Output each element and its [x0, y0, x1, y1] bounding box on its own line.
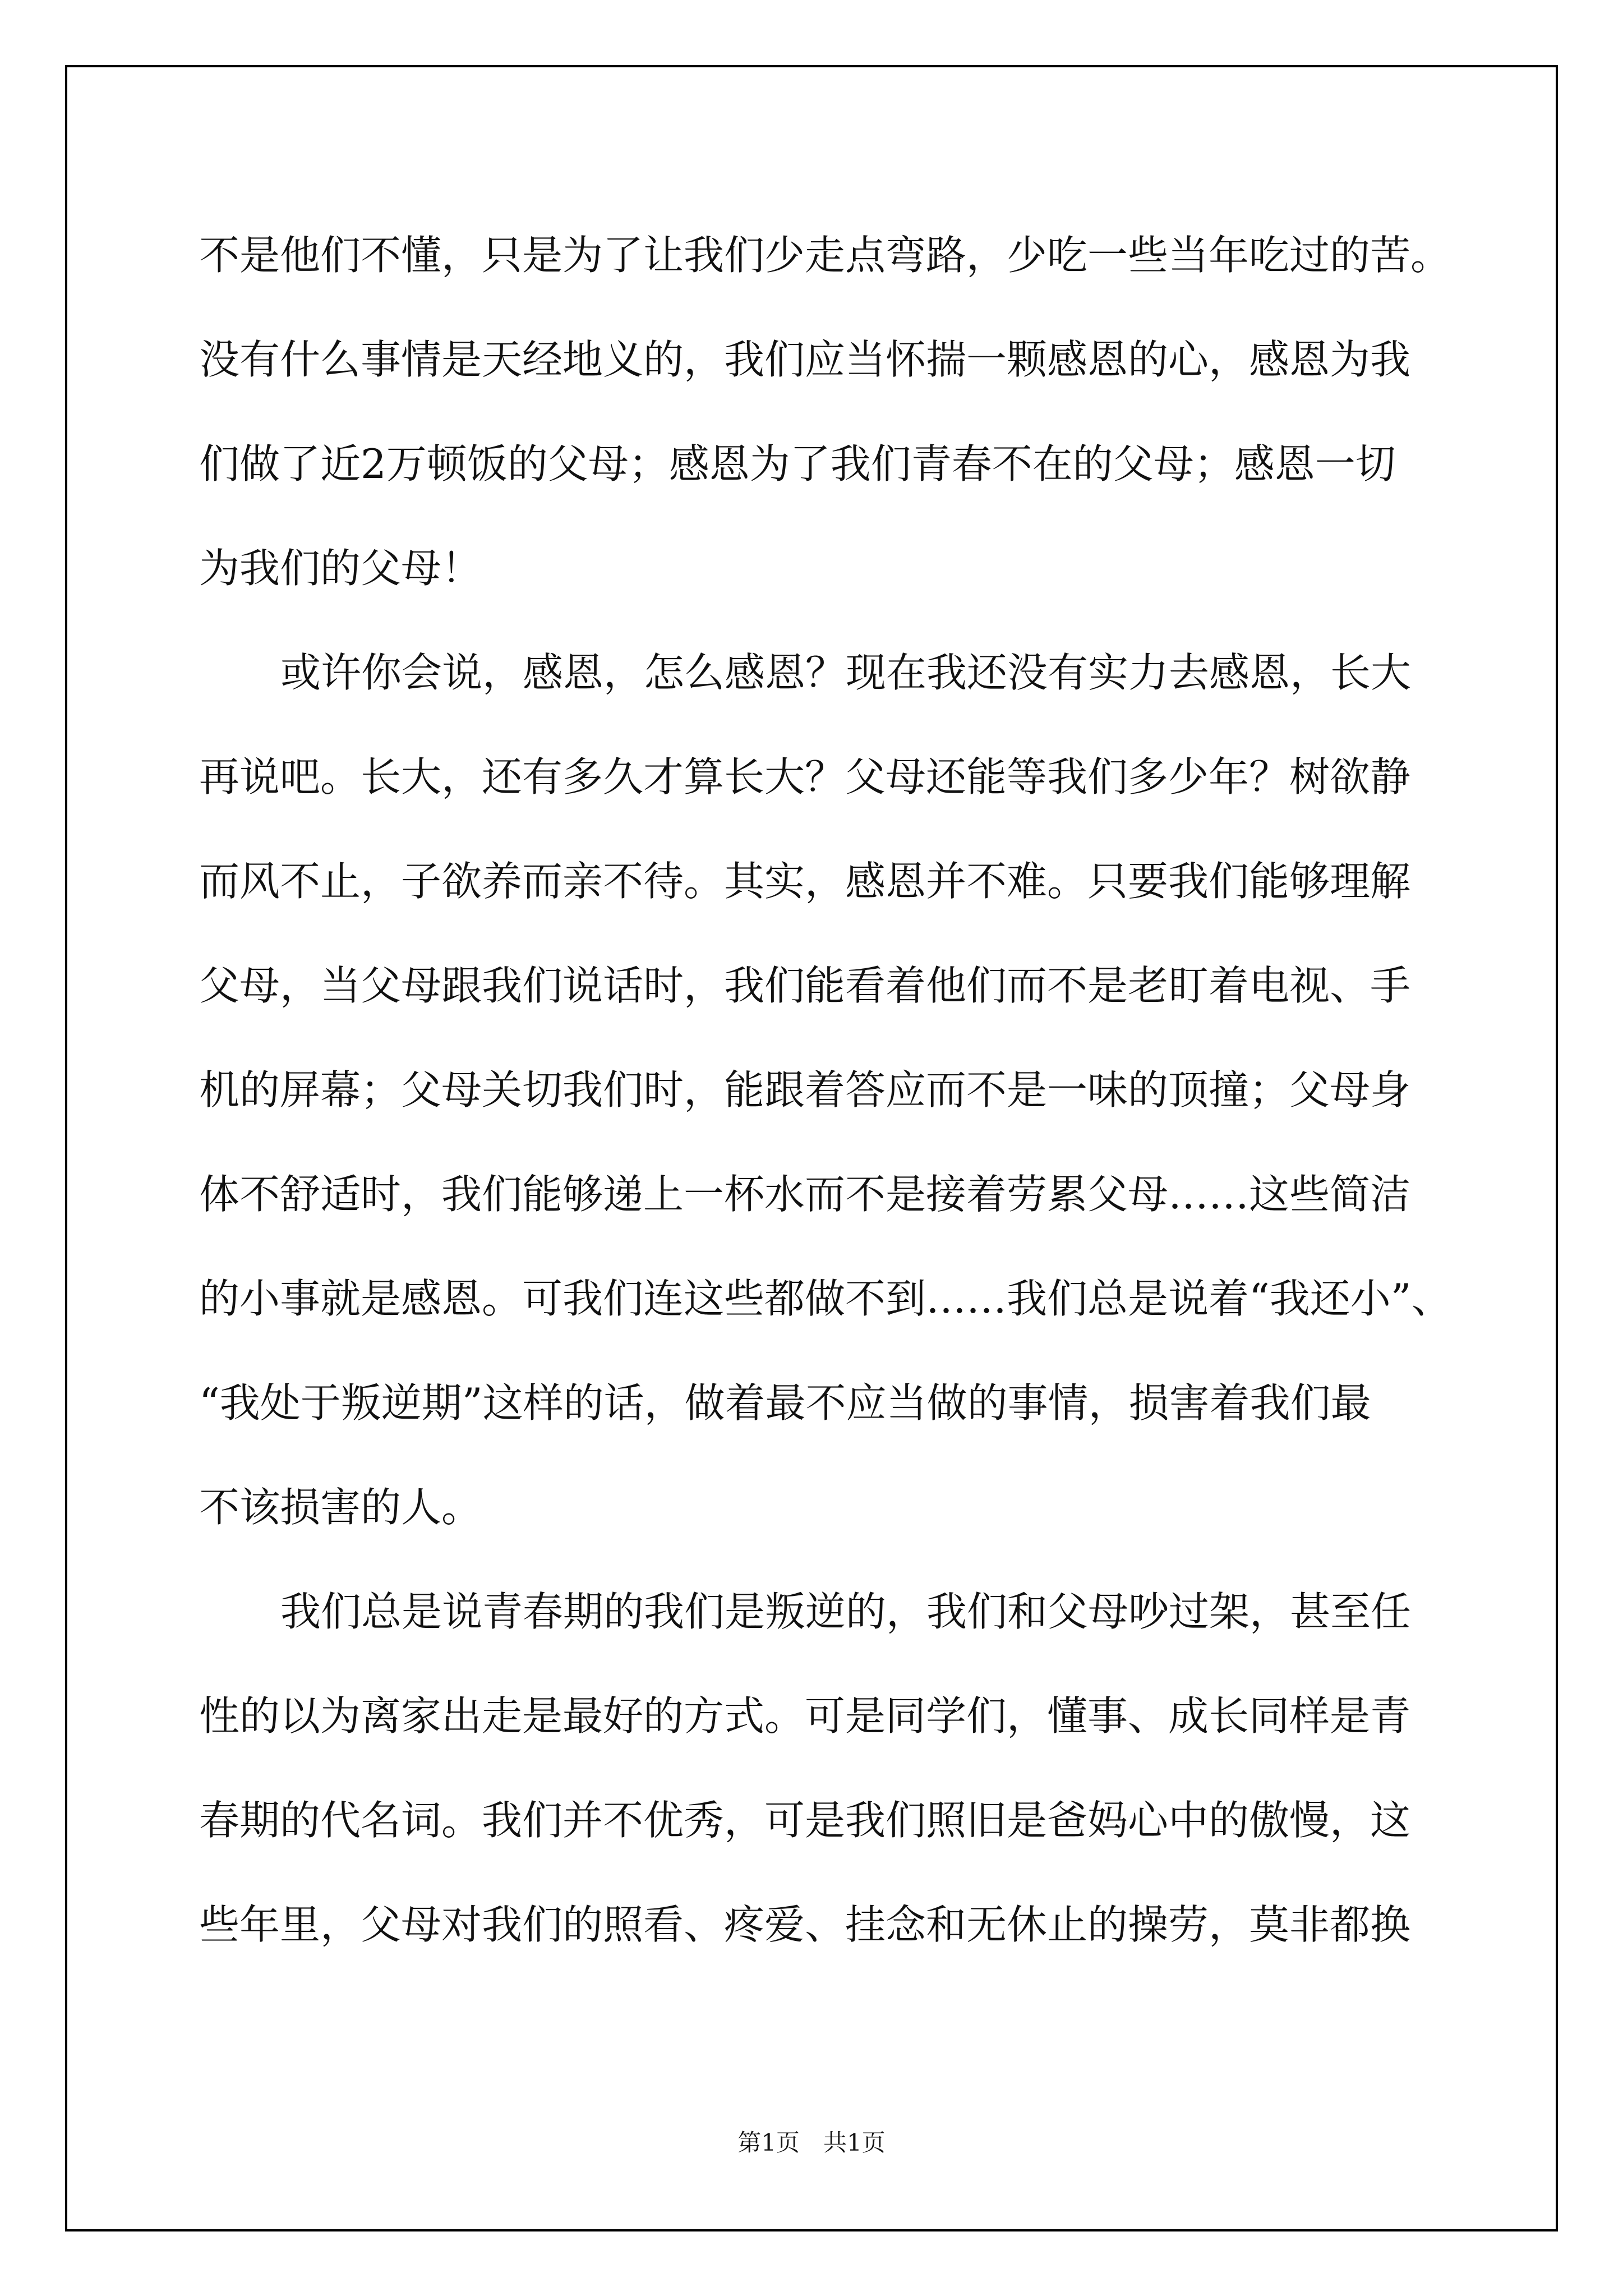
text-line: 为我们的父母！	[199, 545, 482, 592]
text-line: 体不舒适时，我们能够递上一杯水而不是接着劳累父母……这些简洁	[199, 1171, 1411, 1218]
text-line: 的小事就是感恩。可我们连这些都做不到……我们总是说着“我还小”、	[199, 1275, 1452, 1322]
text-line: 春期的代名词。我们并不优秀，可是我们照旧是爸妈心中的傲慢，这	[199, 1797, 1411, 1844]
text-line: 些年里，父母对我们的照看、疼爱、挂念和无休止的操劳，莫非都换	[199, 1901, 1411, 1948]
text-line: 性的以为离家出走是最好的方式。可是同学们，懂事、成长同样是青	[199, 1692, 1411, 1740]
text-line: 或许你会说，感恩，怎么感恩？现在我还没有实力去感恩，长大	[280, 649, 1412, 696]
text-line: 父母，当父母跟我们说话时，我们能看着他们而不是老盯着电视、手	[199, 962, 1411, 1009]
text-line: “我处于叛逆期”这样的话，做着最不应当做的事情，损害着我们最	[199, 1379, 1371, 1427]
text-line: 而风不止，子欲养而亲不待。其实，感恩并不难。只要我们能够理解	[199, 858, 1411, 905]
document-body	[199, 203, 1475, 1977]
text-line: 没有什么事情是天经地义的，我们应当怀揣一颗感恩的心，感恩为我	[199, 336, 1411, 383]
text-line: 机的屏幕；父母关切我们时，能跟着答应而不是一味的顶撞；父母身	[199, 1066, 1411, 1114]
text-line: 们做了近2万顿饭的父母；感恩为了我们青春不在的父母；感恩一切	[199, 440, 1396, 487]
text-line: 不该损害的人。	[199, 1484, 482, 1531]
text-line: 不是他们不懂，只是为了让我们少走点弯路，少吃一些当年吃过的苦。	[199, 232, 1451, 279]
page-footer: 第1页 共1页	[737, 2129, 886, 2156]
text-line: 再说吧。长大，还有多久才算长大？父母还能等我们多少年？树欲静	[199, 753, 1411, 800]
text-line: 我们总是说青春期的我们是叛逆的，我们和父母吵过架，甚至任	[280, 1588, 1412, 1635]
